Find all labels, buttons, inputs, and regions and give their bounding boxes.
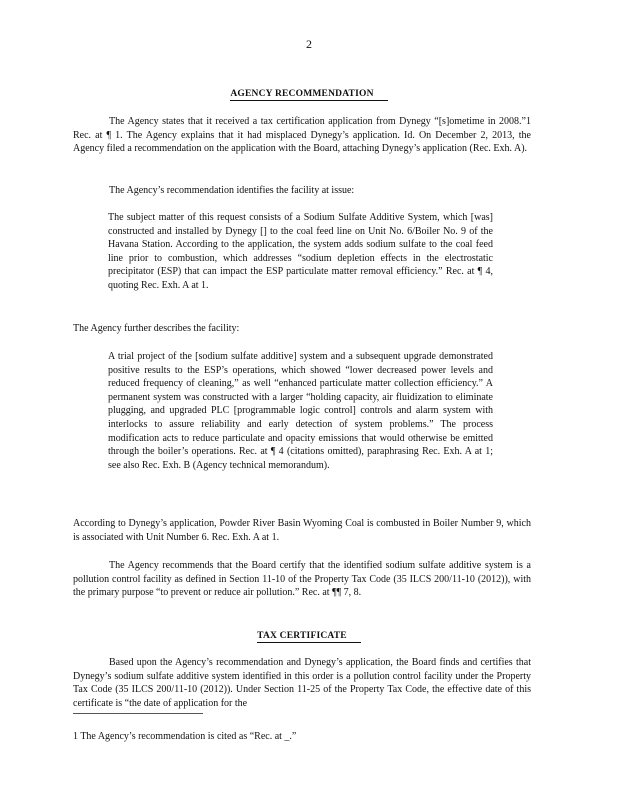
paragraph-identifies-facility: The Agency’s recommendation identifies the facility at issue: [109, 185, 355, 196]
paragraph-received-application: The Agency states that it received a tax certification application from Dynegy “[s]ometime in 2008.”1 Rec. at ¶ 1. The Agency explains that it had misplaced Dynegy’s application. Id. On December 2, 2013, the Agency filed a recommendation on the application with the Board, attaching Dynegy’s application (Rec. Exh. A). [73, 116, 531, 155]
tax-certificate-heading: TAX CERTIFICATE [0, 631, 618, 641]
paragraph-agency-recommends: The Agency recommends that the Board certify that the identified sodium sulfate additive system is a pollution control facility as defined in Section 11-10 of the Property Tax Code (35 ILCS 200/11-10 (2012)), with the primary purpose “to prevent or reduce air pollution.” Rec. at ¶¶ 7, 8. [73, 560, 531, 599]
footnote: 1 The Agency’s recommendation is cited as “Rec. at _.” [73, 731, 297, 742]
footnote-divider [73, 713, 203, 714]
quote-trial-project: A trial project of the [sodium sulfate additive] system and a subsequent upgrade demonstrated positive results to the ESP’s operations, which showed “lower decreased power levels and reduced frequency of cleaning,” as well “enhanced particulate matter collection efficiency.” A permanent system was constructed with a larger “holding capacity, air fluidization to eliminate plugging, and upgraded PLC [programmable logic control] controls and alarm system with interlocks to assure reliability and early detection of system problems.” The process modification acts to reduce particulate and opacity emissions that would otherwise be emitted through the boiler’s operations. Rec. at ¶ 4 (citations omitted), paraphrasing Rec. Exh. A at 1; see also Rec. Exh. B (Agency technical memorandum). [108, 351, 493, 471]
quote-subject-matter: The subject matter of this request consists of a Sodium Sulfate Additive System, which [was] constructed and installed by Dynegy [] to the coal feed line on Unit No. 6/Boiler No. 9 of the Havana Station. According to the application, the system adds sodium sulfate to the coal feed line prior to combustion, which addresses “sodium depletion effects in the electrostatic precipitator (ESP) that can impact the ESP particulate matter removal efficiency.” Rec. at ¶ 4, quoting Rec. Exh. A at 1. [108, 212, 493, 291]
page-number: 2 [306, 37, 312, 51]
paragraph-board-certifies: Based upon the Agency’s recommendation and Dynegy’s application, the Board finds and certifies that Dynegy’s sodium sulfate additive system identified in this order is a pollution control facility under the Property Tax Code (35 ILCS 200/11-10 (2012)). Under Section 11-25 of the Property Tax Code, the effective date of this certificate is “the date of application for the [73, 657, 531, 709]
agency-recommendation-heading: AGENCY RECOMMENDATION [0, 89, 618, 99]
paragraph-further-describes: The Agency further describes the facility: [73, 323, 240, 334]
paragraph-powder-river-coal: According to Dynegy’s application, Powder River Basin Wyoming Coal is combusted in Boiler Number 9, which is associated with Unit Number 6. Rec. Exh. A at 1. [73, 518, 531, 543]
